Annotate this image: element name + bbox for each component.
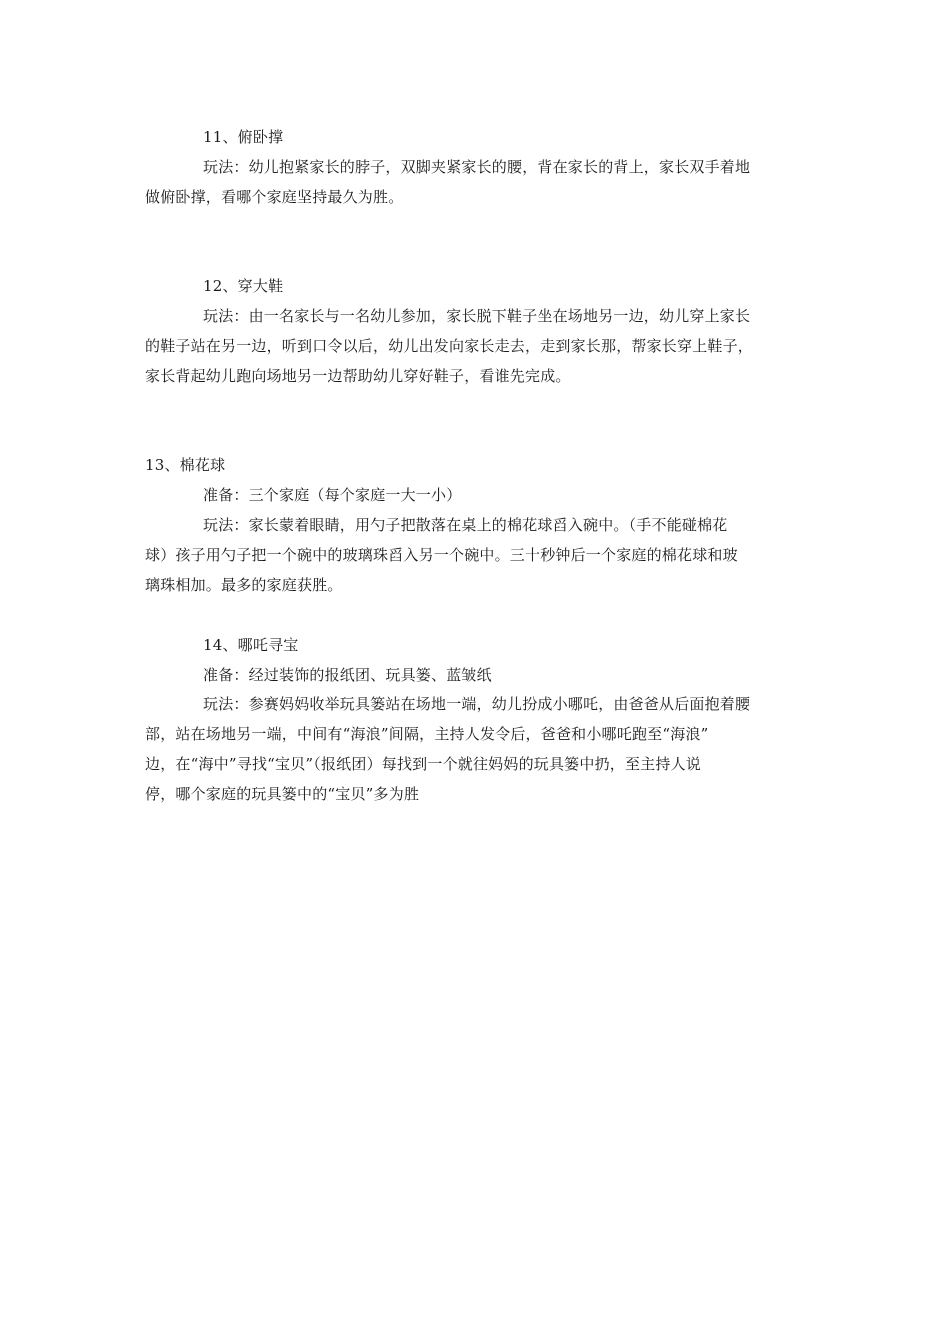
- paragraph-line: 璃珠相加。最多的家庭获胜。: [145, 576, 343, 594]
- paragraph-line: 部，站在场地另一端，中间有“海浪”间隔，主持人发令后，爸爸和小哪吒跑至“海浪”: [145, 725, 709, 743]
- paragraph-line: 玩法：由一名家长与一名幼儿参加，家长脱下鞋子坐在场地另一边，幼儿穿上家长: [203, 307, 751, 325]
- section-title: 14、哪吒寻宝: [203, 636, 299, 654]
- paragraph-line: 的鞋子站在另一边，听到口令以后，幼儿出发向家长走去，走到家长那，帮家长穿上鞋子，: [145, 337, 754, 355]
- section-title: 12、穿大鞋: [203, 277, 284, 295]
- paragraph-line: 玩法：参赛妈妈收举玩具篓站在场地一端，幼儿扮成小哪吒，由爸爸从后面抱着腰: [203, 695, 751, 713]
- paragraph-line: 停，哪个家庭的玩具篓中的“宝贝”多为胜: [145, 785, 420, 803]
- paragraph-line: 家长背起幼儿跑向场地另一边帮助幼儿穿好鞋子，看谁先完成。: [145, 367, 571, 385]
- prep-line: 准备：经过装饰的报纸团、玩具篓、蓝皱纸: [203, 666, 492, 684]
- paragraph-line: 玩法：家长蒙着眼睛，用勺子把散落在桌上的棉花球舀入碗中。（手不能碰棉花: [203, 516, 728, 534]
- paragraph-line: 球）孩子用勺子把一个碗中的玻璃珠舀入另一个碗中。三十秒钟后一个家庭的棉花球和玻: [145, 546, 738, 564]
- paragraph-line: 做俯卧撑，看哪个家庭坚持最久为胜。: [145, 188, 404, 206]
- paragraph-line: 玩法：幼儿抱紧家长的脖子，双脚夹紧家长的腰，背在家长的背上，家长双手着地: [203, 158, 751, 176]
- section-title: 13、棉花球: [145, 456, 226, 474]
- section-title: 11、俯卧撑: [203, 128, 284, 146]
- prep-line: 准备：三个家庭（每个家庭一大一小）: [203, 486, 462, 504]
- paragraph-line: 边，在“海中”寻找“宝贝”（报纸团）每找到一个就往妈妈的玩具篓中扔，至主持人说: [145, 755, 701, 773]
